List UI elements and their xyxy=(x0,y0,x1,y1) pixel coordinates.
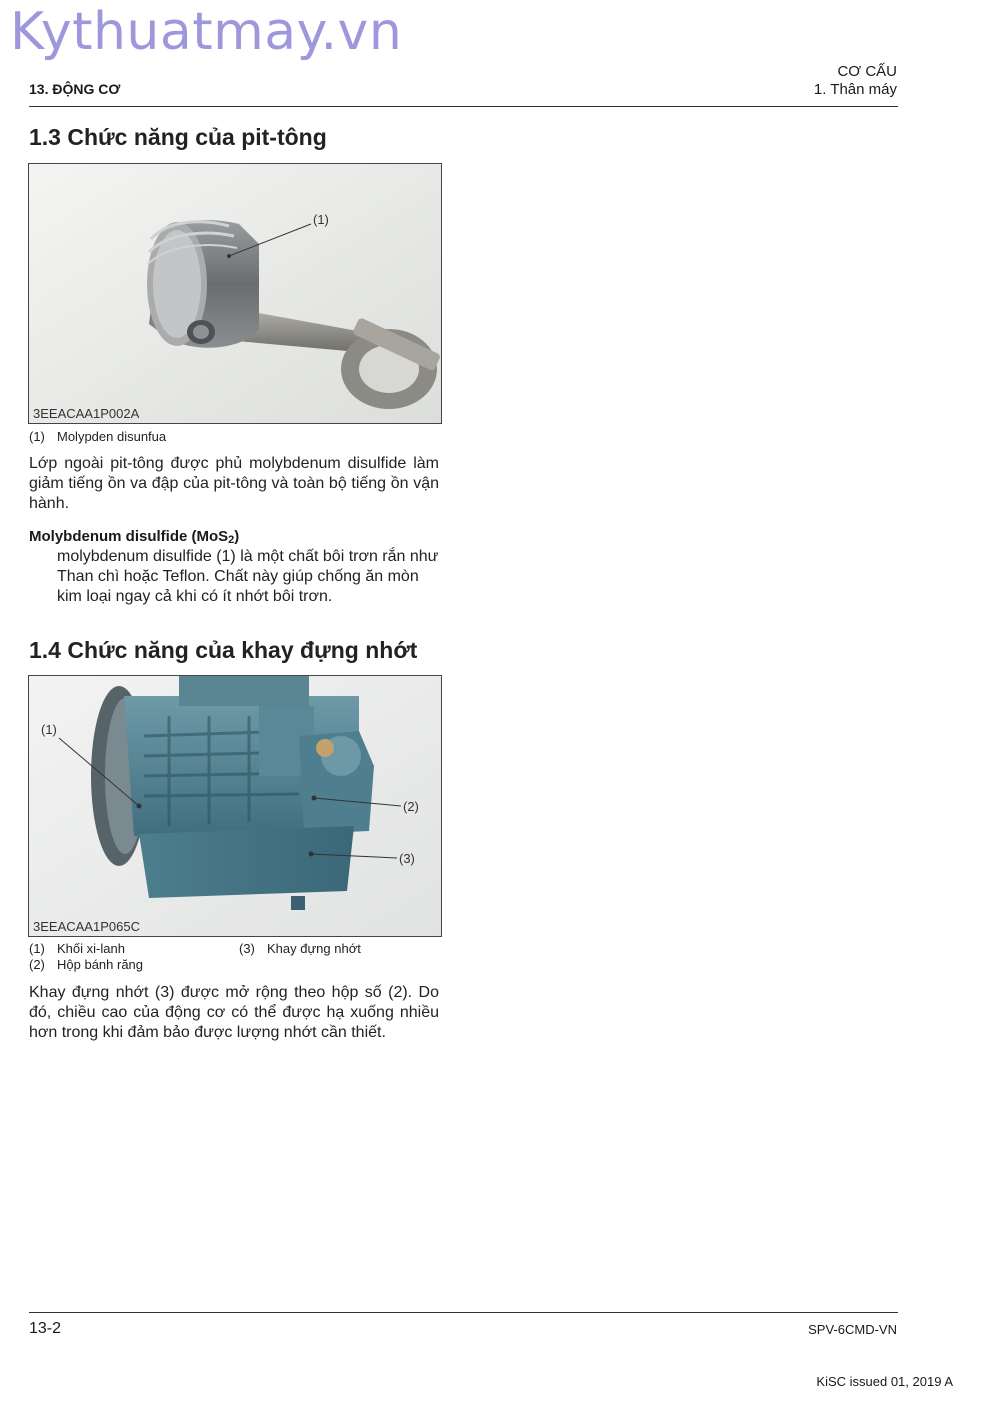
legend-item xyxy=(239,941,361,956)
legend-item xyxy=(29,957,143,972)
issue-label: KiSC issued 01, 2019 A xyxy=(816,1374,953,1389)
legend-number: (2) xyxy=(29,957,45,972)
piston-paragraph xyxy=(29,454,439,514)
callout-2: (2) xyxy=(403,799,419,814)
header-divider xyxy=(29,106,898,107)
legend-number: (1) xyxy=(29,941,45,956)
section-label: CƠ CẤU xyxy=(837,63,897,80)
footer-divider xyxy=(29,1312,898,1313)
legend-item xyxy=(29,941,125,956)
piston-figure xyxy=(28,163,442,424)
callout-1: (1) xyxy=(313,212,329,227)
term-title xyxy=(29,528,239,546)
legend-text: Hộp bánh răng xyxy=(57,957,144,972)
legend-number: (3) xyxy=(239,941,255,956)
oil-pan-paragraph xyxy=(29,983,439,1043)
section-1-3-title: 1.3 Chức năng của pit-tông xyxy=(29,124,327,150)
figure-code: 3EEACAA1P065C xyxy=(33,919,140,934)
legend-text: Molypden disunfua xyxy=(57,429,167,444)
engine-illustration xyxy=(29,676,441,936)
legend-number: (1) xyxy=(29,429,45,444)
legend-text: Khay đựng nhớt xyxy=(267,941,361,956)
subsection-label: 1. Thân máy xyxy=(813,81,897,98)
legend-text: Khối xi-lanh xyxy=(57,941,125,956)
term-title-text: Molybdenum disulfide (MoS xyxy=(29,528,229,545)
page-number: 13-2 xyxy=(29,1320,62,1337)
callout-3: (3) xyxy=(399,851,415,866)
chapter-title: 13. ĐỘNG CƠ xyxy=(29,81,121,97)
section-1-4-title: 1.4 Chức năng của khay đựng nhớt xyxy=(29,637,418,663)
legend-item xyxy=(29,429,166,444)
term-definition: molybdenum disulfide (1) là một chất bôi trơn rắn như Than chì hoặc Teflon. Chất này giúp chống ăn mòn kim loại ngay cả khi có ít nhớt bôi trơn. xyxy=(57,548,439,605)
paragraph-text: Khay đựng nhớt (3) được mở rộng theo hộp số (2). Do đó, chiều cao của động cơ có thể được hạ xuống nhiều hơn trong khi đảm bảo được lượng nhớt cần thiết. xyxy=(29,984,439,1041)
document-code: SPV-6CMD-VN xyxy=(808,1322,897,1337)
engine-figure xyxy=(28,675,442,937)
term-title-end: ) xyxy=(234,528,240,545)
piston-illustration xyxy=(29,164,441,423)
figure-code: 3EEACAA1P002A xyxy=(33,406,140,421)
paragraph-text: Lớp ngoài pit-tông được phủ molybdenum disulfide làm giảm tiếng ồn va đập của pit-tông và toàn bộ tiếng ồn vận hành. xyxy=(29,455,439,512)
header-section xyxy=(814,63,897,99)
term-title-subscript: 2 xyxy=(228,534,235,546)
watermark-logo: Kythuatmay.vn xyxy=(10,2,403,62)
callout-1: (1) xyxy=(41,722,57,737)
